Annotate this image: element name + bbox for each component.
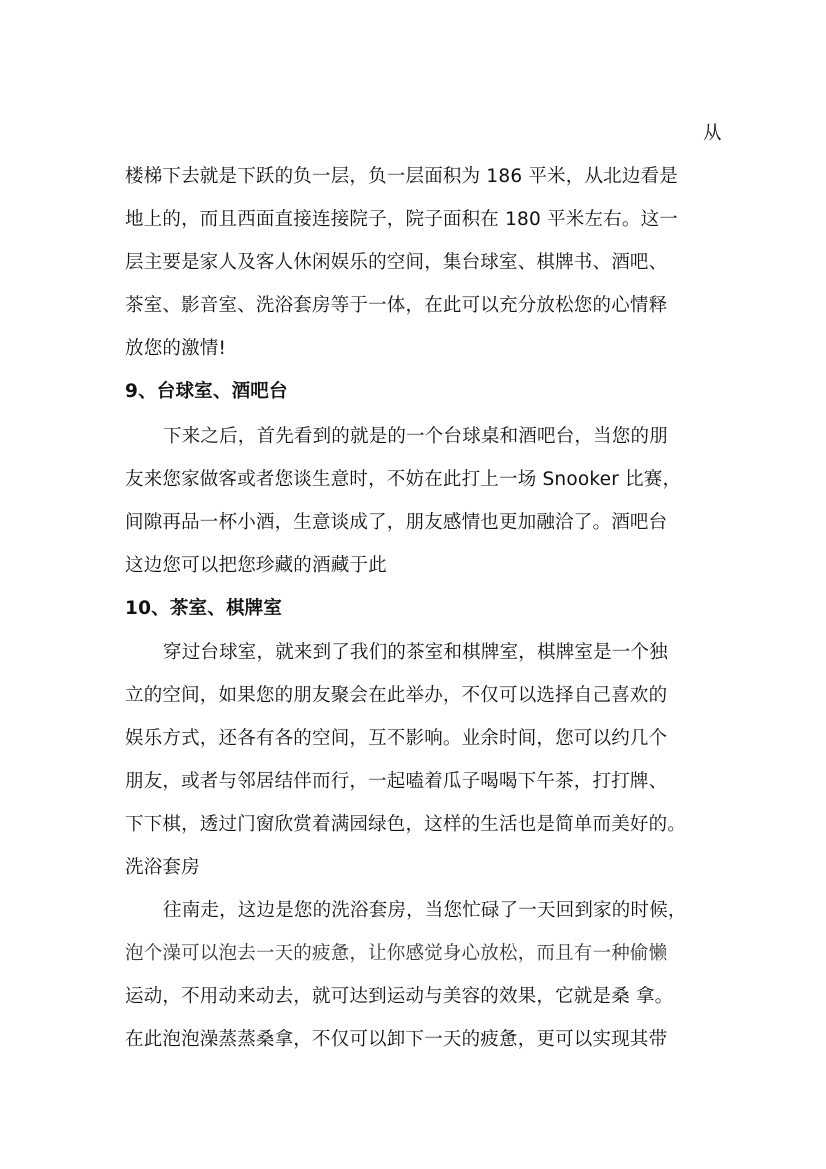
paragraph-line: 间隙再品一杯小酒，生意谈成了，朋友感情也更加融洽了。酒吧台 [125, 512, 668, 533]
paragraph-line: 穿过台球室，就来到了我们的茶室和棋牌室，棋牌室是一个独 [163, 642, 668, 663]
paragraph-line: 放您的激情! [125, 338, 227, 359]
paragraph-line: 娱乐方式，还各有各的空间，互不影响。业余时间，您可以约几个 [125, 728, 668, 749]
section-heading-tea-room: 10、茶室、棋牌室 [125, 598, 283, 619]
paragraph-line: 地上的，而且西面直接连接院子，院子面积在 180 平米左右。这一 [125, 209, 678, 230]
section-heading-billiards: 9、台球室、酒吧台 [125, 381, 288, 402]
paragraph-line: 朋友，或者与邻居结伴而行，一起嗑着瓜子喝喝下午茶，打打牌、 [125, 771, 668, 792]
paragraph-line: 下下棋，透过门窗欣赏着满园绿色，这样的生活也是简单而美好的。 [125, 814, 687, 835]
paragraph-line: 往南走，这边是您的洗浴套房，当您忙碌了一天回到家的时候， [163, 900, 687, 921]
paragraph-line: 立的空间，如果您的朋友聚会在此举办，不仅可以选择自己喜欢的 [125, 685, 668, 706]
paragraph-line: 茶室、影音室、洗浴套房等于一体，在此可以充分放松您的心情释 [125, 295, 668, 316]
section-heading-bath-suite: 洗浴套房 [125, 857, 200, 878]
paragraph-line: 这边您可以把您珍藏的酒藏于此 [125, 555, 387, 576]
paragraph-line: 在此泡泡澡蒸蒸桑拿，不仅可以卸下一天的疲惫，更可以实现其带 [125, 1029, 668, 1050]
paragraph-line: 泡个澡可以泡去一天的疲惫，让你感觉身心放松，而且有一种偷懒 [125, 943, 668, 964]
paragraph-line: 友来您家做客或者您谈生意时，不妨在此打上一场 Snooker 比赛， [125, 469, 682, 490]
paragraph-line: 下来之后，首先看到的就是的一个台球桌和酒吧台，当您的朋 [163, 426, 668, 447]
intro-tail-text: 从 [703, 123, 722, 144]
paragraph-line: 层主要是家人及客人休闲娱乐的空间，集台球室、棋牌书、酒吧、 [125, 252, 668, 273]
paragraph-line: 运动，不用动来动去，就可达到运动与美容的效果，它就是桑 拿。 [125, 986, 674, 1007]
paragraph-line: 楼梯下去就是下跃的负一层，负一层面积为 186 平米，从北边看是 [125, 166, 678, 187]
